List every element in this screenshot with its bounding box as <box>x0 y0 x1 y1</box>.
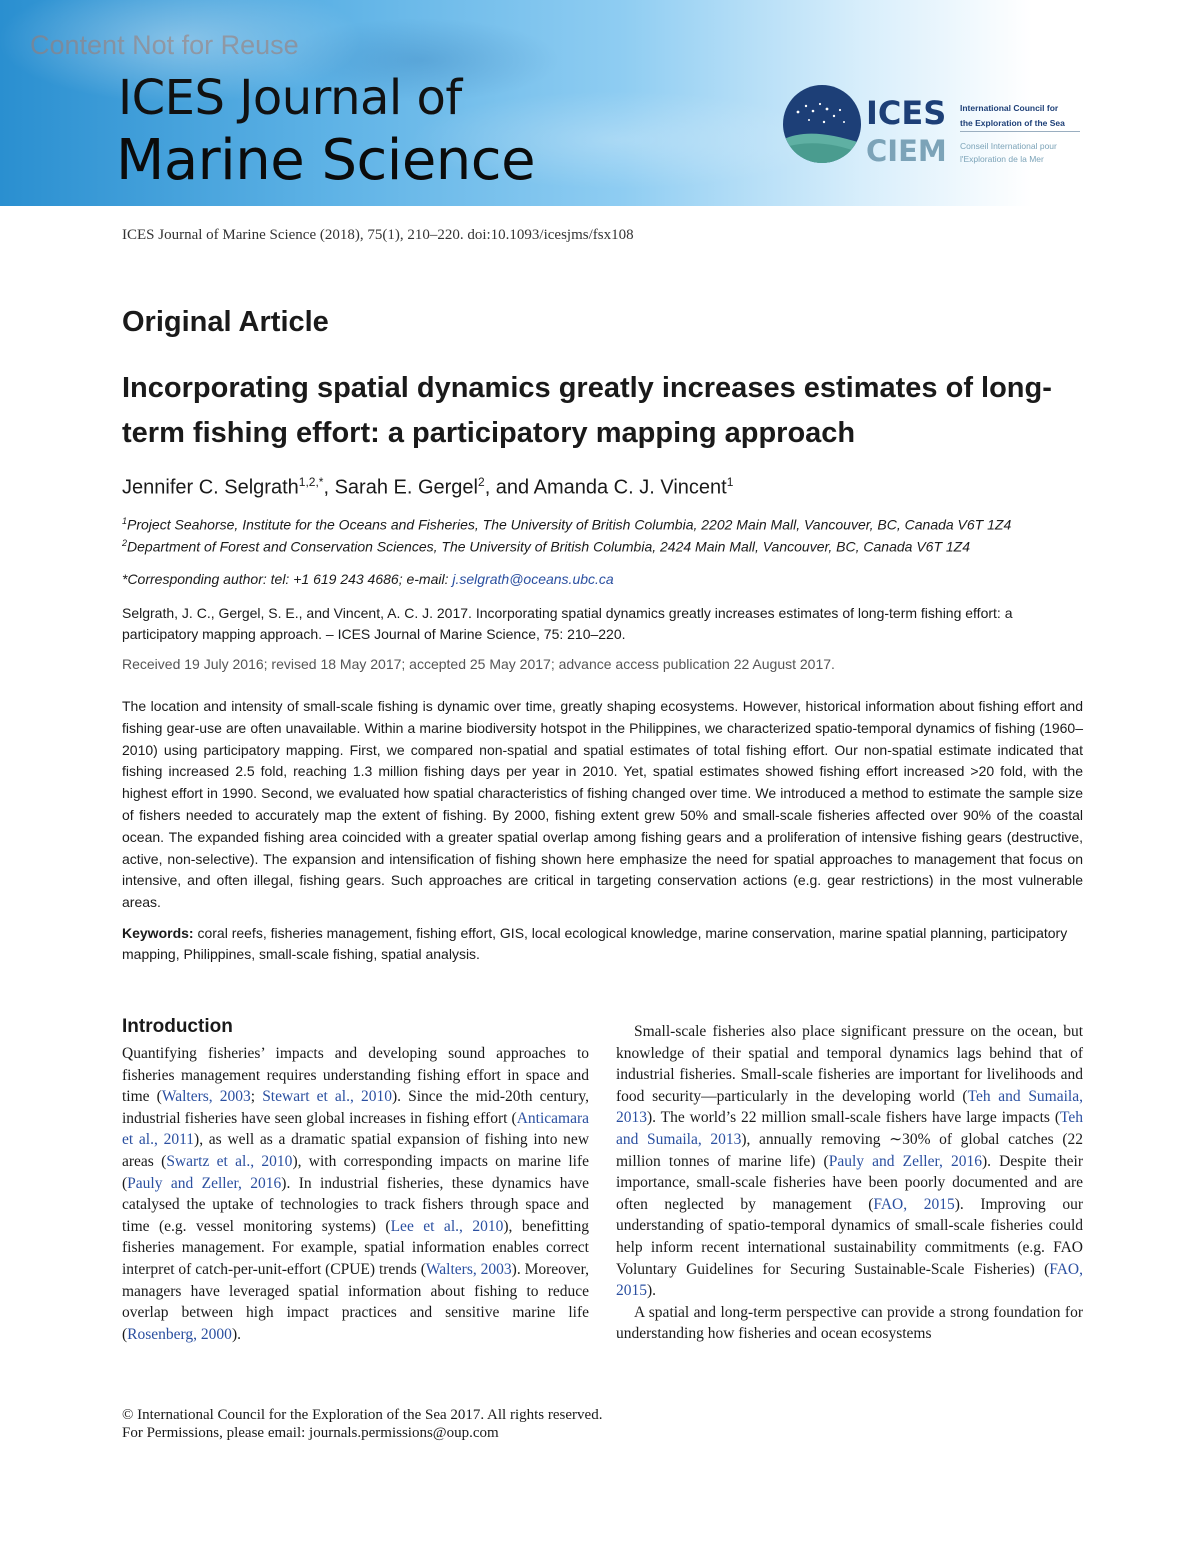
logo-fr-line1: Conseil International pour <box>960 141 1057 151</box>
paragraph-text: ; <box>250 1088 263 1106</box>
paragraph-text: A spatial and long-term perspective can provide a strong foundation for understanding how fisheries and ocean ecosystems <box>616 1303 1083 1343</box>
logo-french-name <box>960 140 1090 166</box>
logo-fr-line2: l'Exploration de la Mer <box>960 154 1044 164</box>
affiliation-1-text: Project Seahorse, Institute for the Oceans and Fisheries, The University of British Columbia, 2202 Main Mall, Vancouver, BC, Canada V6T 1Z4 <box>127 516 1012 533</box>
citation-link[interactable]: Walters, 2003 <box>425 1260 512 1278</box>
author-separator-1: , <box>323 476 335 499</box>
article-type: Original Article <box>122 306 329 338</box>
paragraph-text: ), as well as a dramatic spatial expansion of fishing into new areas ( <box>122 1131 590 1170</box>
article-title: Incorporating spatial dynamics greatly increases estimates of long-term fishing effort: a participatory mapping approach <box>122 372 1052 449</box>
citation-link[interactable]: Teh and Sumaila, 2013 <box>616 1087 1083 1127</box>
journal-title-line2: Marine Science <box>116 128 536 193</box>
citation-link[interactable]: FAO, 2015 <box>873 1195 955 1213</box>
author-3-affil: 1 <box>726 475 734 489</box>
ices-logo-icon <box>782 82 1182 182</box>
author-1: Jennifer C. Selgrath <box>122 476 299 499</box>
keywords <box>122 923 1083 965</box>
watermark: Content Not for Reuse <box>30 30 299 60</box>
copyright-footer <box>122 1406 602 1442</box>
keywords-list: coral reefs, fisheries management, fishing effort, GIS, local ecological knowledge, marine conservation, marine spatial planning, participatory mapping, Philippines, small-scale fishing, spatial analysis. <box>122 925 1068 962</box>
permissions-line: For Permissions, please email: journals.permissions@oup.com <box>122 1425 499 1441</box>
journal-banner <box>0 0 1200 206</box>
logo-en-line2: the Exploration of the Sea <box>960 118 1065 128</box>
citation-link[interactable]: Rosenberg, 2000 <box>127 1325 232 1343</box>
journal-citation: ICES Journal of Marine Science (2018), 75(1), 210–220. doi:10.1093/icesjms/fsx108 <box>122 227 634 243</box>
paragraph-text: ). <box>647 1282 657 1300</box>
affiliation-1-number: 1 <box>122 516 128 526</box>
keywords-label: Keywords: <box>122 925 194 941</box>
paragraph-text: ), with corresponding impacts on marine life ( <box>122 1152 589 1192</box>
citation-link[interactable]: FAO, 2015 <box>616 1260 1083 1300</box>
author-separator-2: , and <box>484 476 534 499</box>
logo-ciem-text: CIEM <box>866 134 947 168</box>
author-1-affil: 1,2,* <box>298 475 324 489</box>
citation-link[interactable]: Swartz et al., 2010 <box>166 1152 293 1170</box>
abstract: The location and intensity of small-scale fishing is dynamic over time, greatly shaping ecosystems. However, historical information about fishing effort and fishing gear-use are often unavailable. Within a marine biodiversity hotspot in the Philippines, we characterized spatio-temporal dynamics of fishing (1960–2010) using participatory mapping. First, we compared non-spatial and spatial estimates of total fishing effort. Our non-spatial estimate indicated that fishing increased 2.5 fold, reaching 1.3 million fishing days per year in 2010. Yet, spatial estimates showed fishing effort increased >20 fold, with the highest effort in 1990. Second, we evaluated how spatial characteristics of fishing changed over time. We introduced a method to estimate the sample size of fishers needed to accurately map the extent of fishing. By 2000, fishing extent grew 50% and small-scale fisheries affected over 90% of the coastal ocean. The expanded fishing area coincided with a greater spatial overlap among fishing gears and a proliferation of intensive fishing gears (destructive, active, non-selective). The expansion and intensification of fishing shown here emphasize the need for spatial approaches to management that focus on intensive, and often illegal, fishing gears. Such approaches are critical in targeting conservation actions (e.g. gear restrictions) in the most vulnerable areas. <box>122 698 1083 911</box>
copyright-line: © International Council for the Exploration of the Sea 2017. All rights reserved. <box>122 1407 603 1423</box>
affiliation-2 <box>122 538 970 555</box>
author-2: Sarah E. Gergel <box>334 476 478 499</box>
journal-title-line1: ICES Journal of <box>118 70 462 126</box>
body-column-right <box>616 1021 1083 1345</box>
paragraph-text: ), annually removing ∼30% of global catches (22 million tonnes of marine life) ( <box>616 1130 1083 1170</box>
corresponding-author <box>122 571 614 587</box>
affiliation-2-number: 2 <box>122 538 128 548</box>
corresponding-email-link[interactable]: j.selgrath@oceans.ubc.ca <box>452 571 614 587</box>
paragraph-text: ). Since the mid-20th century, industrial fisheries have seen global increases in fishing effort ( <box>122 1088 589 1127</box>
how-to-cite: Selgrath, J. C., Gergel, S. E., and Vincent, A. C. J. 2017. Incorporating spatial dynamics greatly increases estimates of long-term fishing effort: a participatory mapping approach. – ICES Journal of Marine Science, 75: 210–220. <box>122 605 1013 642</box>
logo-divider <box>960 131 1080 132</box>
affiliation-1 <box>122 516 1011 533</box>
paragraph-text: ). Improving our understanding of spatio-temporal dynamics of small-scale fisheries could help inform recent international sustainability commitments (e.g. FAO Voluntary Guidelines for Securing Sustainable-Scale Fisheries) ( <box>616 1195 1083 1278</box>
paragraph-text: ). Moreover, managers have leveraged spatial information about fishing to reduce overlap between high impact practices and sensitive marine life ( <box>122 1260 589 1343</box>
body-column-left <box>122 1043 589 1345</box>
paragraph-text: ). In industrial fisheries, these dynamics have catalysed the uptake of technologies to track fishers through space and time (e.g. vessel monitoring systems) ( <box>122 1174 589 1235</box>
author-list <box>122 475 733 500</box>
intro-paragraph-1 <box>122 1043 589 1345</box>
citation-link[interactable]: Pauly and Zeller, 2016 <box>127 1174 282 1192</box>
intro-paragraph-2 <box>616 1021 1083 1302</box>
citation-link[interactable]: Anticamara et al., 2011 <box>122 1109 589 1149</box>
introduction-heading: Introduction <box>122 1016 233 1037</box>
affiliation-2-text: Department of Forest and Conservation Sciences, The University of British Columbia, 2424 Main Mall, Vancouver, BC, Canada V6T 1Z4 <box>127 538 971 555</box>
logo-en-line1: International Council for <box>960 103 1059 113</box>
citation-link[interactable]: Lee et al., 2010 <box>390 1217 504 1235</box>
paragraph-text: ). The world’s 22 million small-scale fishers have large impacts ( <box>647 1109 1060 1127</box>
citation-link[interactable]: Pauly and Zeller, 2016 <box>828 1152 982 1170</box>
received-dates: Received 19 July 2016; revised 18 May 2017; accepted 25 May 2017; advance access publication 22 August 2017. <box>122 656 835 672</box>
paragraph-text: Small-scale fisheries also place significant pressure on the ocean, but knowledge of their spatial and temporal dynamics lags behind that of industrial fisheries. Small-scale fisheries are important for livelihoods and food security—particularly in the developing world ( <box>616 1023 1083 1105</box>
author-2-affil: 2 <box>478 475 485 489</box>
citation-link[interactable]: Teh and Sumaila, 2013 <box>616 1109 1083 1148</box>
logo-ices-text: ICES <box>866 94 947 132</box>
paragraph-text: Quantifying fisheries’ impacts and developing sound approaches to fisheries management requires understanding fishing effort in space and time ( <box>122 1045 589 1106</box>
logo-english-name <box>960 101 1090 131</box>
intro-paragraph-3 <box>616 1302 1083 1345</box>
paragraph-text: ). Despite their importance, small-scale fisheries have been poorly documented and are often neglected by management ( <box>616 1152 1083 1213</box>
paragraph-text: ), benefitting fisheries management. For example, spatial information enables correct interpret of catch-per-unit-effort (CPUE) trends ( <box>122 1217 589 1278</box>
author-3: Amanda C. J. Vincent <box>533 476 727 499</box>
corresponding-author-contact: *Corresponding author: tel: +1 619 243 4686; e-mail: <box>122 571 453 587</box>
paragraph-text: ). <box>231 1325 241 1343</box>
citation-link[interactable]: Stewart et al., 2010 <box>262 1088 392 1106</box>
citation-link[interactable]: Walters, 2003 <box>161 1088 251 1106</box>
